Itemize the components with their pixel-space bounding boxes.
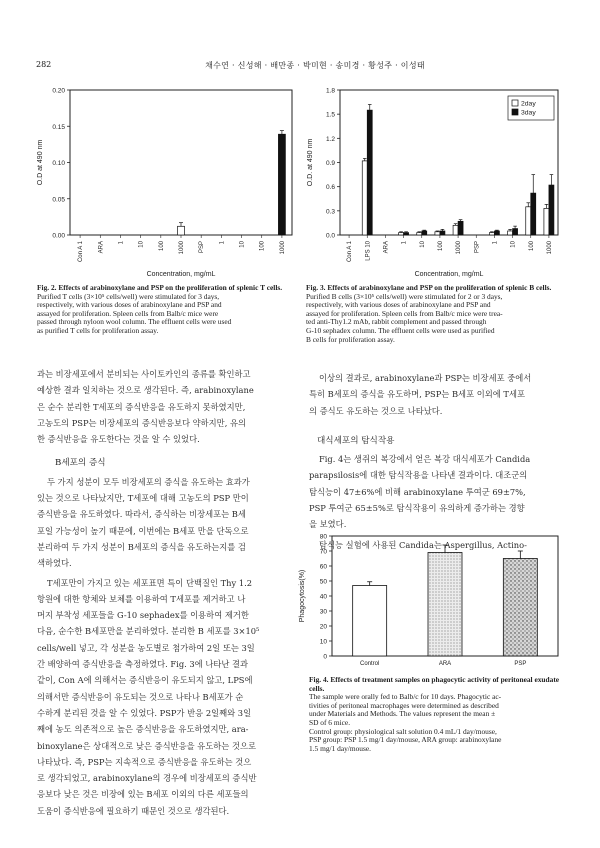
bar-2day — [526, 207, 531, 235]
y-tick-label: 80 — [319, 533, 327, 541]
y-tick-label: 0.9 — [325, 160, 335, 167]
caption-line: Control group: physiological salt solution 0.4 mL/1 day/mouse, — [309, 726, 497, 736]
x-tick-label: ARA — [438, 661, 452, 667]
bar-3day — [440, 231, 445, 235]
text-line: 포일 가능성이 높기 때문에, 이번에는 B세포 만을 단독으로 — [37, 525, 249, 536]
x-tick-label: 1000 — [456, 241, 463, 255]
caption-line: The sample were orally fed to Balb/c for 10 days. Phagocytic ac- — [309, 692, 502, 702]
bar-psp — [503, 559, 537, 657]
caption-line: Purified T cells (3×10⁵ cells/well) were stimulated for 3 days, — [37, 291, 220, 301]
text-line: 색하였다. — [37, 558, 72, 569]
legend-label: 3day — [521, 109, 536, 117]
plot-frame — [70, 90, 292, 235]
right-paragraph-2 — [309, 451, 569, 532]
x-tick-label: 1000 — [279, 241, 286, 255]
text-line: 이상의 결과로, arabinoxylane과 PSP는 비장세포 중에서 — [319, 373, 532, 383]
text-line: 같이, Con A에 의해서는 증식반응이 유도되지 않고, LPS에 — [37, 675, 253, 686]
text-line: 응보다 낮은 것은 비장에 있는 B세포 이외의 다른 세포들의 — [37, 789, 249, 800]
x-tick-label: LPS 10 — [365, 241, 372, 261]
bar-2day — [435, 232, 440, 235]
y-tick-label: 10 — [319, 638, 327, 646]
caption-line: passed through nyloon wool column. The effluent cells were used — [37, 317, 232, 327]
y-tick-label: 0.10 — [52, 160, 65, 167]
fig2-chart — [36, 80, 298, 280]
x-tick-label: Con A 1 — [78, 241, 85, 263]
y-tick-label: 20 — [319, 623, 327, 631]
y-tick-label: 50 — [319, 578, 327, 586]
x-tick-label: 1 — [401, 241, 408, 245]
x-tick-label: Con A 1 — [347, 241, 354, 263]
text-line: 고농도의 PSP는 비장세포의 증식반응보다 약하지만, 유의 — [37, 417, 247, 428]
fig3-caption — [306, 284, 566, 344]
x-tick-label: 100 — [437, 241, 444, 252]
y-tick-label: 0.6 — [325, 184, 335, 192]
text-line: 증식반응을 유도하였다. 따라서, 증식하는 비장세포는 B세 — [37, 509, 246, 520]
caption-line: PSP group: PSP 1.5 mg/1 day/mouse, ARA group: arabinoxylane — [309, 735, 502, 745]
bar-control — [353, 586, 387, 657]
text-line: PSP 투여군 65±5%로 탐식작용이 유의하게 증가하는 경향 — [309, 503, 525, 514]
x-tick-label: 1000 — [179, 241, 185, 255]
x-tick-label: 10 — [510, 241, 517, 248]
x-tick-label: 100 — [259, 241, 266, 252]
x-tick-label: 10 — [239, 241, 246, 248]
y-tick-label: 0.00 — [52, 232, 65, 240]
y-tick-label: 30 — [319, 608, 327, 616]
bar-ara — [428, 553, 462, 657]
bar-2day — [399, 233, 404, 235]
running-header-authors: 채수연 · 신성해 · 배만종 · 박미현 · 송미경 · 황성주 · 이성태 — [205, 61, 425, 70]
text-line: 항원에 대한 항체와 보체를 이용하여 T세포를 제거하고 나 — [37, 593, 246, 604]
caption-line: ted anti-Thy1.2 mAb, rabbit complement and passed through — [306, 317, 487, 327]
bar-3day — [531, 193, 536, 235]
x-tick-label: 1 — [219, 241, 226, 245]
y-tick-label: 1.5 — [325, 111, 335, 119]
caption-line: Purified B cells (3×10⁵ cells/well) were stimulated for 2 or 3 days, — [306, 291, 503, 301]
legend-label: 2day — [521, 100, 536, 108]
fig3-caption-body — [306, 293, 566, 345]
x-tick-label: PSP — [474, 241, 481, 254]
text-line: 한 증식반응을 유도한다는 것을 알 수 있었다. — [37, 434, 200, 445]
y-axis-label: O.D at 490 nm — [37, 139, 44, 186]
caption-line: B cells for proliferation assay. — [306, 334, 395, 344]
fig3-chart — [304, 80, 566, 280]
x-tick-label: 1000 — [546, 241, 553, 255]
fig4-caption-body — [309, 693, 569, 753]
fig2-caption-body — [37, 293, 292, 336]
x-tick-label: PSP — [514, 661, 527, 667]
x-tick-label: PSP — [199, 241, 206, 254]
text-line: Fig. 4는 생쥐의 복강에서 얻은 복강 대식세포가 Candida — [319, 454, 531, 465]
y-tick-label: 0.05 — [52, 196, 65, 204]
y-tick-label: 0.3 — [325, 208, 335, 216]
text-line: 을 보였다. — [309, 519, 347, 530]
bar-3day — [367, 110, 372, 235]
fig2-caption-title: Fig. 2. Effects of arabinoxylane and PSP on the proliferation of splenic T cells. — [37, 283, 283, 292]
caption-line: 1.5 mg/1 day/mouse. — [309, 743, 371, 753]
fig4-chart — [299, 528, 568, 673]
caption-line: G-10 sephadex column. The effluent cells were used as purified — [306, 325, 495, 335]
y-axis-label: Phagocytosis(%) — [299, 569, 306, 623]
text-line: 의 증식도 유도하는 것으로 나타났다. — [309, 405, 443, 416]
right-paragraph-1 — [309, 370, 569, 419]
bar — [278, 134, 285, 235]
page-number: 282 — [36, 60, 52, 69]
left-column — [37, 366, 297, 819]
y-tick-label: 1.8 — [325, 87, 335, 95]
x-axis-label: Concentration, mg/mL — [146, 271, 216, 278]
fig4-caption-title: Fig. 4. Effects of treatment samples on phagocytic activity of peritoneal exudate cells. — [309, 675, 560, 693]
caption-line: assayed for proliferation. Spleen cells from Balb/c mice were — [37, 308, 219, 318]
caption-line: under Materials and Methods. The values represent the mean ± — [309, 709, 496, 719]
bar-3day — [513, 229, 518, 235]
caption-line: respectively, with various doses of arabinoxylane and PSP and — [37, 300, 222, 310]
text-line: 은 순수 분리한 T세포의 증식반응을 유도하지 못하였지만, — [37, 401, 246, 412]
caption-line: as purified T cells for proliferation assay. — [37, 325, 159, 335]
bar-2day — [453, 225, 458, 235]
text-line: 두 가지 성분이 모두 비장세포의 증식을 유도하는 효과가 — [47, 476, 250, 487]
right-column — [309, 370, 569, 553]
x-tick-label: 1 — [118, 241, 125, 245]
legend-swatch — [512, 100, 518, 106]
text-line: 째에 농도 의존적으로 높은 증식반응을 유도하였지만, ara- — [37, 724, 249, 735]
caption-line: tivities of peritoneal macrophages were determined as described — [309, 700, 499, 710]
text-line: 과는 비장세포에서 분비되는 사이토카인의 종류를 확인하고 — [37, 369, 251, 379]
y-tick-label: 0 — [323, 653, 327, 661]
text-line: 탐식능이 47±6%에 비해 arabinoxylane 투여군 69±7%, — [309, 486, 526, 497]
y-tick-label: 1.2 — [325, 135, 335, 143]
bar-3day — [494, 231, 499, 235]
bar-3day — [549, 185, 554, 235]
fig3-caption-title: Fig. 3. Effects of arabinoxylane and PSP on the proliferation of splenic B cells. — [306, 283, 552, 292]
text-line: 탐식능 실험에 사용된 Candida는 Aspergillus, Actino- — [319, 539, 527, 550]
x-tick-label: 10 — [419, 241, 426, 248]
y-tick-label: 70 — [319, 548, 327, 556]
text-line: cells/well 넣고, 각 성분을 농도별로 첨가하여 2일 또는 3일 — [37, 642, 255, 653]
text-line: 분리하여 두 가지 성분이 B세포의 증식을 유도하는지를 검 — [37, 541, 246, 552]
left-paragraph-2 — [37, 474, 297, 572]
x-tick-label: 1 — [492, 241, 499, 245]
bar — [178, 226, 185, 235]
text-line: 머지 부착성 세포들을 G-10 sephadex를 이용하여 제거한 — [37, 610, 249, 621]
bar-3day — [458, 221, 463, 235]
y-tick-label: 40 — [319, 593, 327, 601]
x-tick-label: ARA — [383, 241, 390, 254]
bar-2day — [508, 231, 513, 235]
text-line: 예상한 결과 일치하는 것으로 생각된다. 즉, arabinoxylane — [37, 385, 254, 396]
y-tick-label: 60 — [319, 563, 327, 571]
left-paragraph-1 — [37, 366, 297, 447]
legend-swatch — [512, 109, 518, 115]
y-tick-label: 0.15 — [52, 123, 65, 131]
text-line: 다음, 순수한 B세포만을 분리하였다. 분리한 B 세포를 3×10⁵ — [37, 626, 260, 637]
x-tick-label: ARA — [98, 241, 105, 254]
text-line: parapsilosis에 대한 탐식작용을 나타낸 결과이다. 대조군의 — [309, 470, 528, 481]
left-paragraph-3 — [37, 575, 297, 819]
caption-line: respectively, with various doses of arabinoxylane and PSP and — [306, 300, 491, 310]
section-heading-b-cell: B세포의 증식 — [55, 458, 106, 469]
bar-2day — [362, 161, 367, 235]
text-line: 로 생각되었고, arabinoxylane의 경우에 비장세포의 증식반 — [37, 773, 257, 784]
section-heading-phagocytosis: 대식세포의 탐식작용 — [317, 435, 395, 446]
x-axis-label: Concentration, mg/mL — [414, 271, 484, 278]
text-line: 수하게 분리된 것을 알 수 있었다. PSP가 반응 2일째와 3일 — [37, 707, 252, 718]
bar-2day — [489, 233, 494, 235]
text-line: T세포만이 가지고 있는 세포표면 특이 단백질인 Thy 1.2 — [47, 577, 253, 588]
y-tick-label: 0.20 — [52, 87, 65, 95]
x-tick-label: 10 — [138, 241, 145, 248]
bar-2day — [417, 233, 422, 235]
text-line: 있는 것으로 나타났지만, T세포에 대해 고농도의 PSP 만이 — [37, 493, 249, 504]
bar-3day — [404, 233, 409, 235]
caption-line: SD of 6 mice. — [309, 717, 351, 727]
caption-line: assayed for proliferation. Spleen cells from Balb/c mice were trea- — [306, 308, 503, 318]
x-tick-label: 100 — [158, 241, 165, 252]
bar-3day — [422, 231, 427, 235]
fig4-caption — [309, 676, 569, 753]
x-tick-label: 100 — [528, 241, 535, 252]
text-line: 도움이 증식반응에 필요하기 때문인 것으로 생각된다. — [37, 805, 230, 816]
bar-2day — [544, 208, 549, 235]
text-line: 간 배양하여 증식반응을 측정하였다. Fig. 3에 나타난 결과 — [37, 659, 249, 670]
text-line: 나타났다. 즉, PSP는 지속적으로 증식반응을 유도하는 것으 — [37, 756, 252, 767]
text-line: 특히 B세포의 증식을 유도하며, PSP는 B세포 이외에 T세포 — [309, 389, 525, 400]
text-line: 의해서만 증식반응이 유도되는 것으로 나타나 B세포가 순 — [37, 691, 244, 702]
text-line: binoxylane은 상대적으로 낮은 증식반응을 유도하는 것으로 — [37, 740, 257, 751]
fig2-caption — [37, 284, 292, 336]
x-tick-label: Control — [359, 661, 380, 667]
y-axis-label: O.D. at 490 nm — [307, 138, 314, 187]
y-tick-label: 0.0 — [325, 232, 335, 240]
